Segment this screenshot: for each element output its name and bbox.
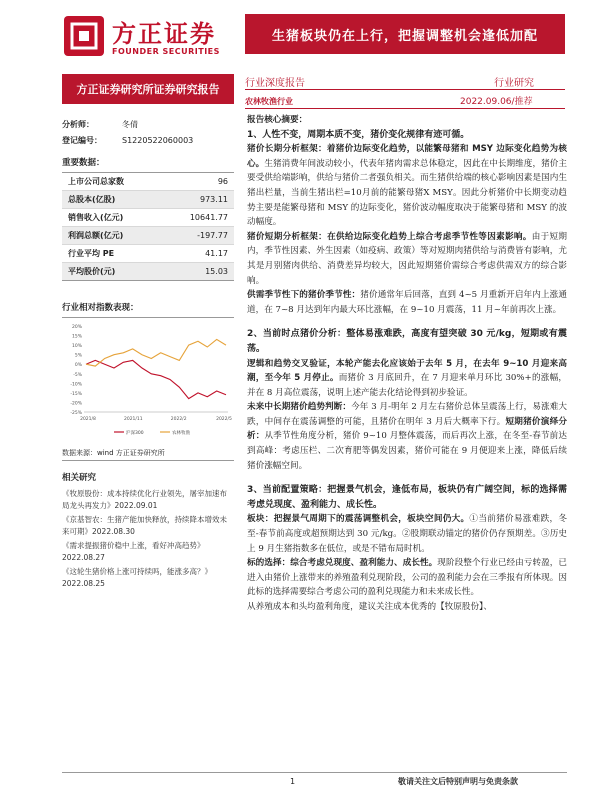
paragraph-text: 而猪价 3 月底回升，在 7 月迎来单月环比 30%+的涨幅，并在 8 月高位震荡，说明上述产能去化结论得到初步验证。: [247, 373, 567, 398]
founder-logo-mark: [62, 14, 106, 58]
paragraph-lead: 猪价短期分析框架：在供给边际变化趋势上综合考虑季节性等因素影响。: [247, 231, 532, 242]
table-cell: 总股本(亿股): [62, 191, 162, 209]
y-tick-label: -20%: [70, 401, 82, 407]
paragraph-lead: 标的选择：综合考虑兑现度、盈利能力、成长性。: [247, 558, 438, 569]
table-row: [62, 227, 234, 245]
x-tick-label: 2022/2: [170, 417, 187, 422]
analyst-row: [62, 116, 234, 132]
table-row: [62, 245, 234, 263]
paragraph-text: 生猪消费年间波动较小，代表年猪肉需求总体稳定，因此在中长期维度，猪价主要受供给端影响，供给与猪价二者强负相关。而生猪供给端的核心影响因素是国内生猪出栏量，当前生猪出栏=10月前的能繁母猪X MSY。因此分析猪价中长期变动趋势主要是能繁母猪和 MSY 的边际变化，猪价波动幅度取决于能繁母猪和 MSY 的波动幅度。: [247, 158, 567, 228]
table-row: [62, 209, 234, 227]
perf-divider: [62, 317, 234, 318]
table-cell: 15.03: [162, 263, 234, 281]
table-cell: 平均股价(元): [62, 263, 162, 281]
sector-label: 农林牧渔行业: [245, 97, 293, 106]
report-date: 2022.09.06/推荐: [460, 97, 533, 107]
table-cell: 41.17: [162, 245, 234, 263]
institute-banner: 方正证券研究所证券研究报告: [62, 74, 234, 104]
y-tick-label: -10%: [70, 382, 82, 388]
legend-label: 沪深300: [126, 431, 144, 436]
y-tick-label: -25%: [70, 411, 82, 416]
x-tick-label: 2021/8: [80, 417, 96, 422]
source-divider: [62, 460, 234, 461]
key-data-title: 重要数据：: [62, 158, 105, 168]
paragraph: [247, 400, 567, 473]
table-cell: 上市公司总家数: [62, 173, 162, 191]
table-cell: 10641.77: [162, 209, 234, 227]
y-tick-label: 15%: [71, 334, 82, 340]
table-row: [62, 263, 234, 281]
perf-title: 行业相对指数表现：: [62, 303, 139, 313]
report-category: 行业研究: [494, 78, 534, 89]
analyst-label: 分析师：: [62, 119, 94, 129]
paragraph: [247, 556, 567, 600]
paragraph-lead: 猪价长期分析框架：着猪价边际变化趋势，以能繁母猪和 MSY 边际变化趋势为核心。: [247, 144, 567, 169]
analyst-name: 冬倩: [122, 119, 138, 129]
paragraph: [247, 357, 567, 401]
section-1-title: 1、人性不变，周期本质不变，猪价变化规律有迹可循。: [247, 129, 470, 140]
summary-column: [247, 113, 567, 615]
x-tick-label: 2022/5: [216, 417, 232, 422]
header-divider-2: [245, 108, 565, 109]
logo-en-text: FOUNDER SECURITIES: [112, 47, 220, 56]
x-tick-label: 2021/11: [123, 417, 143, 422]
registration-label: 登记编号：: [62, 135, 102, 145]
paragraph: 从养殖成本和头均盈利角度，建议关注成本优秀的【牧原股份】、: [247, 602, 492, 612]
page-number: 1: [290, 777, 296, 786]
paragraph-text: 现阶段整个行业已经由亏转盈，已进入由猪价上涨带来的养殖盈利兑现阶段，公司的盈利能力会在三季报有所体现。因此标的选择需要综合考虑公司的盈利兑现能力和未来成长性。: [247, 558, 567, 598]
paragraph-lead: 供需季节性下的猪价季节性：: [247, 290, 361, 301]
y-tick-label: 5%: [74, 353, 82, 359]
series-line: [86, 339, 226, 366]
report-type: 行业深度报告: [245, 78, 305, 89]
paragraph-text: 猪价通常年后回落，直到 4~5 月重新开启年内上涨通道，在 7~8 月达到年内最大环比涨幅，在 9~10 月震荡，11 月~年前再次上涨。: [247, 290, 567, 315]
relative-index-chart: [62, 320, 234, 440]
paragraph-lead: 板块：把握景气周期下的震荡调整机会，板块空间仍大。: [247, 514, 470, 525]
chart-source: 数据来源：wind 方正证券研究所: [62, 449, 165, 457]
paragraph-text: 由于短期内，季节性因素、外生因素（如疫病、政策）等对短期肉猪供给与消费皆有影响，尤其是月别猪肉供给、消费差异均较大，因此短期猪价需综合考虑供需双方的综合影响。: [247, 231, 567, 286]
related-item[interactable]: 《牧原股份：成本持续优化行业领先，屠宰加速布局龙头再发力》2022.09.01: [62, 489, 227, 510]
header-divider: [245, 89, 565, 90]
paragraph-lead: 短期猪价演绎分析：: [247, 416, 567, 442]
related-item[interactable]: 《京基智农：生猪产能加快释放，持续降本增效未来可期》2022.08.30: [62, 515, 227, 536]
disclaimer-note: 敬请关注文后特别声明与免责条款: [398, 776, 564, 790]
table-row: [62, 173, 234, 191]
paragraph: [247, 142, 567, 230]
legend-label: 农林牧渔: [172, 431, 190, 436]
paragraph: [247, 288, 567, 317]
key-data-table: [62, 172, 234, 281]
logo-cn-text: 方正证券: [112, 20, 216, 48]
paragraph-text: 今年 3 月-明年 2 月左右猪价总体呈震荡上行，易涨难大跌，中间存在震荡调整的可能，且猪价在明年 3 月后大概率下行。: [247, 402, 567, 427]
left-column: [62, 116, 234, 589]
paragraph: [247, 230, 567, 288]
related-title: 相关研究: [62, 473, 97, 483]
table-cell: 利润总额(亿元): [62, 227, 162, 245]
related-item[interactable]: 《这轮生猪价格上涨可持续吗，能涨多高？》2022.08.25: [62, 567, 212, 588]
paragraph-lead: 逻辑和趋势交叉验证，本轮产能去化应该始于去年 5 月，在去年 9~10 月迎来高潮，至今年 5 月停止。: [247, 358, 567, 384]
summary-title: 报告核心摘要：: [247, 115, 308, 125]
table-row: [62, 191, 234, 209]
y-tick-label: 0%: [74, 363, 82, 369]
y-tick-label: 20%: [71, 325, 82, 330]
registration-number: S1220522060003: [122, 135, 194, 145]
registration-row: [62, 132, 234, 148]
paragraph: [247, 512, 567, 556]
series-line: [86, 360, 226, 398]
report-title: 生猪板块仍在上行，把握调整机会逢低加配: [245, 14, 565, 54]
founder-logo: [62, 12, 232, 62]
table-cell: 973.11: [162, 191, 234, 209]
table-cell: -197.77: [162, 227, 234, 245]
y-tick-label: 10%: [71, 344, 82, 350]
table-cell: 96: [162, 173, 234, 191]
section-2-title: 2、当前时点猪价分析：整体易涨难跌，高度有望突破 30 元/kg，短期或有震荡。: [247, 329, 567, 354]
table-cell: 销售收入(亿元): [62, 209, 162, 227]
paragraph-text: 从季节性角度分析，猪价 9~10 月整体震荡，而后再次上涨，在冬至-春节前达到高峰：考虑压栏、二次育肥等偶发因素，猪价可能在 9 月便迎来上涨，降低后续猪价涨幅空间。: [247, 431, 567, 471]
footer-divider: [62, 772, 567, 773]
paragraph-text: ①当前猪价易涨难跌，冬至-春节前高度或超预期达到 30 元/kg。②股期联动锚定的猪价仍存预期差。③历史上 9 月生猪指数多在低位，或是不错布局时机。: [247, 514, 567, 554]
section-3-title: 3、当前配置策略：把握景气机会，逢低布局，板块仍有广阔空间，标的选择需考虑兑现度、盈利能力、成长性。: [247, 485, 567, 510]
related-item[interactable]: 《需求提振猪价稳中上涨，看好冲高趋势》2022.08.27: [62, 541, 205, 562]
y-tick-label: -5%: [73, 372, 82, 378]
table-cell: 行业平均 PE: [62, 245, 162, 263]
y-tick-label: -15%: [70, 391, 82, 397]
paragraph-lead: 未来中长期猪价趋势判断：: [247, 402, 352, 413]
